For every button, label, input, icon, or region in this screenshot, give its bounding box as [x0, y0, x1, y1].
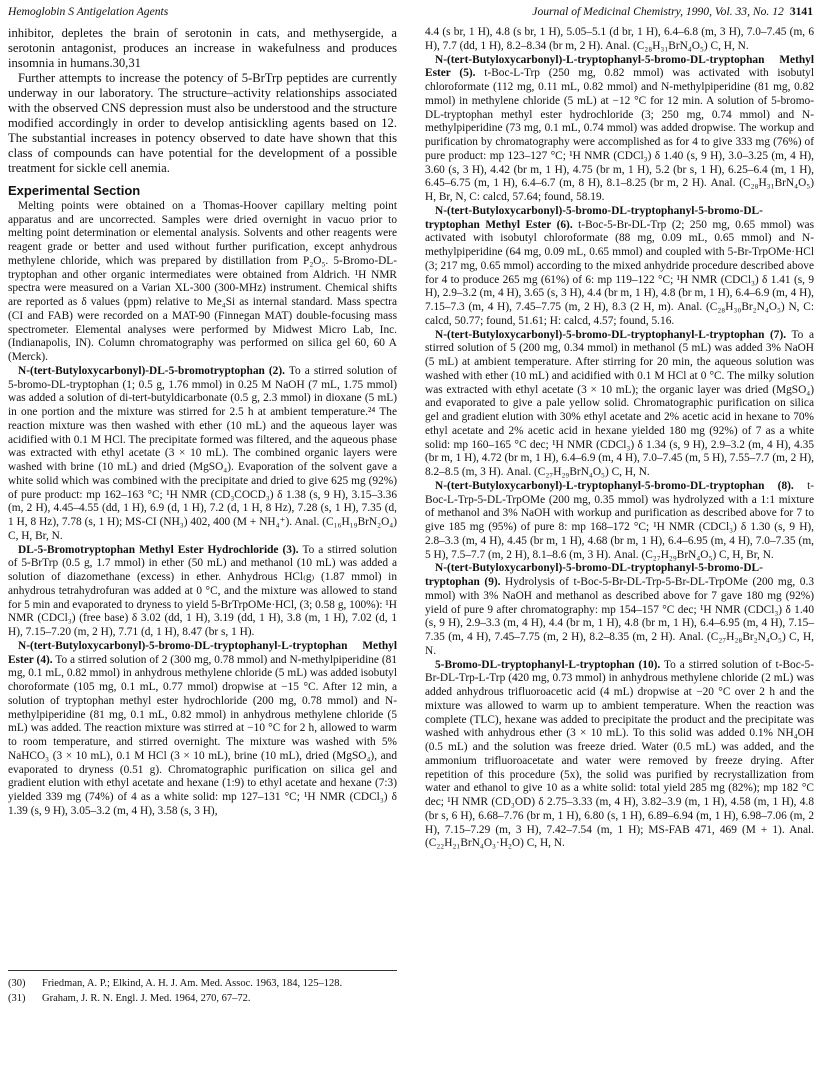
procedure-text: To a stirred solution of 5-bromo-DL-tryptophan (1; 0.5 g, 1.76 mmol) in 0.25 M NaOH (7 mL, 1.75 mmol) was added a solution of di-tert-butyldicarbonate (0.5 g, 2.3 mmol) in dioxane (5 mL) in one portion and the mixture was stirred for 2.5 h at ambient temperature.²⁴ The reaction mixture was then washed with ether (10 mL) and the aqueous layer was acidified with 0.1 M HCl. The precipitate formed was filtered, and the aqueous phase was extracted with ethyl acetate (3 × 10 mL). The combined organic layers were washed with brine (10 mL) and dried (MgSO₄). Evaporation of the solvent gave a white solid which was combined with the precipitate and dried to give 625 mg (92%) of pure product: mp 162–163 °C; ¹H NMR (CD₃COCD₃) δ 1.38 (s, 9 H), 3.15–3.36 (m, 2 H), 4.45–4.55 (dd, 1 H), 6.9 (d, 1 H), 7.2 (d, 1 H, 8 Hz), 7.28 (s, 1 H), 7.35 (d, 1 H, 8 Hz), 7.78 (s, 1 H); MS-CI (NH₃) 402, 400 (M + NH₄⁺). Anal. (C₁₆H₁₉BrN₂O₄) C, H, Br, N.	[8, 364, 397, 542]
procedure-text: To a stirred solution of t-Boc-5-Br-DL-Trp-L-Trp (420 mg, 0.73 mmol) in anhydrous methylene chloride (2 mL) was added anhydrous trifluoroacetic acid (4 mL) dropwise at −20 °C over 2 h and the mixture was allowed to warm up to ambient temperature. When the reaction was complete (TLC), hexane was added to precipitate the product and the precipitate was washed with anhydrous ether (3 × 10 mL). To this solid was added 0.1% NH₄OH (0.5 mL) and the solution was freeze dried. Water (0.5 mL) was added, and the ammonium trifluoroacetate and water were removed by freeze drying. After repetition of this procedure (5x), the solid was purified by recrystallization from water and ethanol to give 10 as a white solid: total yield 285 mg (82%); mp 182 °C dec; ¹H NMR (CD₃OD) δ 2.75–3.33 (m, 4 H), 3.82–3.9 (m, 1 H), 4.58 (m, 1 H), 4.8 (br s, 6 H), 6.68–7.76 (br m, 1 H), 6.80 (s, 1 H), 6.89–6.94 (m, 1 H), 6.98–7.06 (m, 2 H), 7.15–7.29 (m, 3 H), 7.42–7.54 (m, 1 H); MS-FAB 471, 469 (M + 1). Anal. (C₂₂H₂₁BrN₄O₃·H₂O) C, H, N.	[425, 658, 814, 850]
experimental-entry	[425, 562, 814, 658]
compound-name: N-(tert-Butyloxycarbonyl)-L-tryptophanyl-5-bromo-DL-tryptophan Methyl Ester (5).	[425, 53, 814, 80]
compound-name: N-(tert-Butyloxycarbonyl)-5-bromo-DL-tryptophanyl-L-tryptophan (7).	[435, 328, 787, 341]
experimental-entry	[425, 54, 814, 205]
footnote-number: (30)	[8, 978, 26, 989]
header-title: Hemoglobin S Antigelation Agents	[8, 5, 169, 18]
procedure-text: t-Boc-L-Trp-5-DL-TrpOMe (200 mg, 0.35 mmol) was hydrolyzed with a 1:1 mixture of methanol and 3% NaOH with workup and purification as described above for 7 to give 185 mg (95%) of pure 8: mp 168–172 °C; ¹H NMR (CDCl₃) δ 1.30 (s, 9 H), 2.8–3.3 (m, 4 H), 4.45 (br m, 1 H), 4.68 (br m, 1 H), 6.4–6.95 (m, 4 H), 7.0–7.35 (m, 5 H), 7.5–7.7 (m, 2 H), 8.1–8.6 (m, 3 H). Anal. (C₂₇H₂₉BrN₄O₅) C, H, Br, N.	[425, 479, 814, 561]
page-number: 3141	[789, 5, 813, 18]
procedure-text: Hydrolysis of t-Boc-5-Br-DL-Trp-5-Br-DL-TrpOMe (200 mg, 0.3 mmol) with 3% NaOH and methanol as described above for 7 gave 180 mg (92%) yield of pure 9 after chromatography: mp 154–157 °C dec; ¹H NMR (CDCl₃) δ 1.40 (s, 9 H), 2.9–3.3 (m, 4 H), 4.4 (br m, 1 H), 4.8 (br m, 1 H), 6.4–6.95 (m, 4 H), 7.15–7.35 (m, 4 H), 7.45–7.75 (m, 2 H), 8.2–8.35 (m, 2 H). Anal. (C₂₇H₂₈Br₂N₄O₅) C, H, N.	[425, 576, 814, 657]
paragraph: 4.4 (s br, 1 H), 4.8 (s br, 1 H), 5.05–5.1 (d br, 1 H), 6.4–6.8 (m, 3 H), 7.0–7.45 (m, 6 H), 7.7 (dd, 1 H), 8.2–8.34 (br m, 2 H). Anal. (C₂₈H₃₁BrN₄O₅) C, H, N.	[425, 26, 814, 52]
experimental-entry	[425, 205, 814, 329]
experimental-entry	[425, 480, 814, 563]
footnotes	[8, 970, 397, 1007]
procedure-text: To a stirred solution of 5 (200 mg, 0.34 mmol) in methanol (5 mL) was added 3% NaOH (5 mL) at ambient temperature. After stirring for 20 min, the aqueous solution was washed with ether (10 mL) and acidified with 0.1 M HCl at 0 °C. The milky solution was extracted with ethyl acetate (3 × 10 mL); the organic layer was dried (MgSO₄) and evaporated to give a pale yellow solid. Chromatographic purification on silica gel and gradient elution with 30% ethyl acetate and 2% acetic acid in hexane to 70% ethyl acetate and 2% acetic acid in hexane yielded 180 mg (92%) of 7 as a white solid: mp 160–165 °C dec; ¹H NMR (CDCl₃) δ 1.34 (s, 9 H), 2.9–3.2 (m, 4 H), 4.35 (br m, 1 H), 4.72 (br m, 1 H), 6.4–6.9 (m, 4 H), 7.0–7.45 (m, 5 H), 7.55–7.7 (m, 2 H), 8.2–8.5 (m, 3 H). Anal. (C₂₇H₂₉BrN₄O₅) C, H, N.	[425, 328, 814, 478]
footnote	[8, 992, 397, 1005]
footnote-text: Graham, J. R. N. Engl. J. Med. 1964, 270, 67–72.	[42, 993, 251, 1004]
header-journal	[532, 4, 813, 20]
header-journal-citation: Journal of Medicinal Chemistry, 1990, Vol. 33, No. 12	[532, 5, 784, 18]
compound-name: DL-5-Bromotryptophan Methyl Ester Hydrochloride (3).	[18, 543, 299, 556]
footnote	[8, 977, 397, 990]
paragraph: Further attempts to increase the potency of 5-BrTrp peptides are currently underway in our laboratory. The structure–activity relationships associated with the observed CNS depression must also be understood and the structure modified accordingly in order to develop antisickling agents based on 12. The substantial increases in potency observed to date have shown that this class of compounds can have potential for the development of a possible treatment for sickle cell anemia.	[8, 71, 397, 175]
footnote-divider	[8, 970, 397, 971]
experimental-entry	[8, 640, 397, 819]
compound-name: N-(tert-Butyloxycarbonyl)-L-tryptophanyl-5-bromo-DL-tryptophan (8).	[435, 479, 794, 492]
procedure-text: To a stirred solution of 2 (300 mg, 0.78 mmol) and N-methylpiperidine (81 mg, 0.1 mL, 0.82 mmol) in anhydrous methylene chloride (5 mL) was added isobutyl choroformate (105 mg, 0.1 mL, 0.77 mmol) dropwise at −15 °C. After 12 min, a solution of tryptophan methyl ester hydrochloride (200 mg, 0.78 mmol) and N-methylpiperidine (81 mg, 0.1 mL, 0.82 mmol) in anhydrous methylene chloride (5 mL) was added. The reaction mixture was stirred at −10 °C for 2 h, allowed to warm to room temperature, and stirred overnight. The mixture was washed with 5% NaHCO₃ (3 × 10 mL), 0.1 M HCl (3 × 10 mL), brine (10 mL), dried (MgSO₄), and evaporated to dryness (0.51 g). Chromatographic purification on silica gel and gradient elution with ethyl acetate and hexane (1:9) to ethyl acetate and hexane (7:3) yielded 339 mg (74%) of 4 as a white solid: mp 127–131 °C; ¹H NMR (CDCl₃) δ 1.39 (s, 9 H), 3.05–3.2 (m, 4 H), 3.58 (s, 3 H),	[8, 653, 397, 817]
discussion-text	[8, 26, 397, 176]
compound-name: 5-Bromo-DL-tryptophanyl-L-tryptophan (10).	[435, 658, 661, 671]
compound-name: N-(tert-Butyloxycarbonyl)-5-bromo-DL-tryptophanyl-L-tryptophan Methyl Ester (4).	[8, 639, 397, 666]
procedure-text: t-Boc-L-Trp (250 mg, 0.82 mmol) was activated with isobutyl chloroformate (112 mg, 0.11 mL, 0.82 mmol) and N-methylpiperidine (81 mg, 0.82 mmol) in methylene chloride (5 mL) at −12 °C for 12 min. A solution of 5-bromo-DL-tryptophan methyl ester hydrochloride (3; 250 mg, 0.74 mmol) and N-methylpiperidine (73 mg, 0.1 mL, 0.74 mmol) was added dropwise. The workup and purification by chromatography were accomplished as for 4 to give 333 mg (76%) of pure product: mp 123–127 °C; ¹H NMR (CDCl₃) δ 1.40 (s, 9 H), 3.0–3.25 (m, 4 H), 3.60 (s, 3 H), 4.42 (br m, 1 H), 4.75 (br m, 1 H), 5.2 (br s, 1 H), 6.25–6.4 (m, 1 H), 6.45–6.75 (m, 1 H), 6.4–6.7 (m, 8 H), 8.1–8.25 (br m, 2 H). Anal. (C₂₈H₃₁BrN₄O₅) H, Br, N, C: calcd, 57.64; found, 58.19.	[425, 67, 814, 203]
compound-name: N-(tert-Butyloxycarbonyl)-5-bromo-DL-tryptophanyl-5-bromo-DL-tryptophan (9).	[425, 562, 763, 588]
right-column	[425, 26, 814, 851]
left-column	[8, 26, 397, 819]
compound-name: N-(tert-Butyloxycarbonyl)-DL-5-bromotryptophan (2).	[18, 364, 285, 377]
experimental-entry	[425, 329, 814, 480]
experimental-entry	[8, 544, 397, 640]
footnote-text: Friedman, A. P.; Elkind, A. H. J. Am. Med. Assoc. 1963, 184, 125–128.	[42, 978, 343, 989]
compound-name: N-(tert-Butyloxycarbonyl)-5-bromo-DL-tryptophanyl-5-bromo-DL-tryptophan Methyl Ester (6).	[425, 204, 763, 231]
experimental-entry	[8, 365, 397, 544]
procedure-text: t-Boc-5-Br-DL-Trp (2; 250 mg, 0.65 mmol) was activated with isobutyl chloroformate (88 mg, 0.09 mL, 0.65 mmol) and N-methylpiperidine (64 mg, 0.09 mL, 0.65 mmol) and coupled with 5-Br-TrpOMe·HCl (3; 217 mg, 0.65 mmol) according to the mixed anhydride procedure described above for 4 to produce 265 mg (61%) of 6: mp 119–122 °C; ¹H NMR (CDCl₃) δ 1.41 (s, 9 H), 2.9–3.2 (m, 4 H), 3.65 (s, 3 H), 4.4 (br m, 1 H), 4.8 (br m, 1 H), 6.4–6.9 (m, 4 H), 7.15–7.3 (m, 4 H), 7.45–7.75 (m, 2 H), 8.3 (2 H, m). Anal. (C₂₈H₃₀Br₂N₄O₅) N, C: calcd, 50.77; found, 51.61; H: calcd, 4.57; found, 5.16.	[425, 218, 814, 327]
paragraph: Melting points were obtained on a Thomas-Hoover capillary melting point apparatus and are uncorrected. Samples were dried overnight in vacuo prior to melting point determination or elemental analysis. Solvents and other reagents were reagent grade or better and used without further purification, except anhydrous methylene chloride, which was prepared by distillation from P₂O₅. 5-Bromo-DL-tryptophan and other organic intermediates were obtained from Aldrich. ¹H NMR spectra were measured on a Varian XL-300 (300-MHz) instrument. Chemical shifts are reported as δ values (ppm) relative to Me₄Si as internal standard. Mass spectra (CI and FAB) were recorded on a MAT-90 (Finnegan MAT) double-focusing mass spectrometer. Elemental analyses were performed by Midwest Micro Lab, Inc. (Indianapolis, IN). Column chromatography was performed on silica gel 60, 60 A (Merck).	[8, 199, 397, 363]
procedure-text: To a stirred solution of 5-BrTrp (0.5 g, 1.7 mmol) in ether (50 mL) and methanol (10 mL) was added a solution of diazomethane (excess) in ether. Anhydrous HCl₍g₎ (1.87 mmol) in anhydrous tetrahydrofuran was added at 0 °C, and the mixture was allowed to stand for 5 min and evaporated to dryness to yield 5-BrTrpOMe·HCl, (3; 0.58 g, 100%): ¹H NMR (CDCl₃) (free base) δ 3.02 (dd, 1 H), 3.19 (dd, 1 H), 3.8 (m, 1 H), 7.02 (d, 1 H), 7.15–7.20 (m, 2 H), 7.71 (d, 1 H), 8.47 (br s, 1 H).	[8, 543, 397, 638]
footnote-number: (31)	[8, 993, 26, 1004]
paragraph: inhibitor, depletes the brain of serotonin in cats, and methysergide, a serotonin antagonist, produces an increase in wakefulness and produces insomnia in humans.30,31	[8, 26, 397, 70]
section-heading: Experimental Section	[8, 183, 141, 198]
running-header	[8, 4, 813, 20]
experimental-entry	[425, 659, 814, 852]
